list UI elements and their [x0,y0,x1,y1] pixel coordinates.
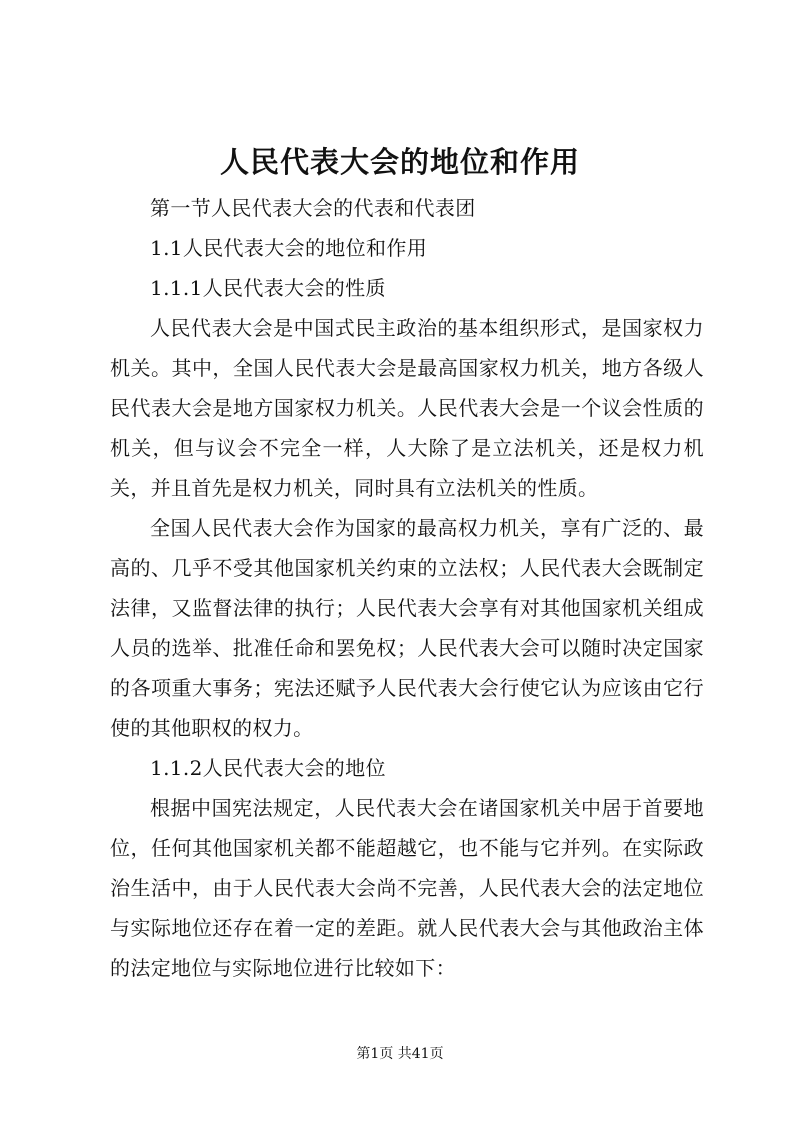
document-body [110,188,704,988]
subsubsection-heading: 1.1.1人民代表大会的性质 [150,276,386,300]
body-paragraph: 根据中国宪法规定，人民代表大会在诸国家机关中居于首要地位，任何其他国家机关都不能超越它，也不能与它并列。在实际政治生活中，由于人民代表大会尚不完善，人民代表大会的法定地位与实际地位还存在着一定的差距。就人民代表大会与其他政治主体的法定地位与实际地位进行比较如下： [110,796,704,980]
body-paragraph: 人民代表大会是中国式民主政治的基本组织形式，是国家权力机关。其中，全国人民代表大会是最高国家权力机关，地方各级人民代表大会是地方国家权力机关。人民代表大会是一个议会性质的机关，但与议会不完全一样，人大除了是立法机关，还是权力机关，并且首先是权力机关，同时具有立法机关的性质。 [110,316,704,500]
document-title: 人民代表大会的地位和作用 [219,145,580,179]
subsubsection-heading: 1.1.2人民代表大会的地位 [150,756,386,780]
subsection-heading: 1.1人民代表大会的地位和作用 [150,236,428,260]
page-footer: 第1页 共41页 [356,1046,444,1062]
body-paragraph: 全国人民代表大会作为国家的最高权力机关，享有广泛的、最高的、几乎不受其他国家机关约束的立法权；人民代表大会既制定法律，又监督法律的执行；人民代表大会享有对其他国家机关组成人员的选举、批准任命和罢免权；人民代表大会可以随时决定国家的各项重大事务；宪法还赋予人民代表大会行使它认为应该由它行使的其他职权的权力。 [110,516,704,740]
section-heading: 第一节人民代表大会的代表和代表团 [150,196,476,220]
